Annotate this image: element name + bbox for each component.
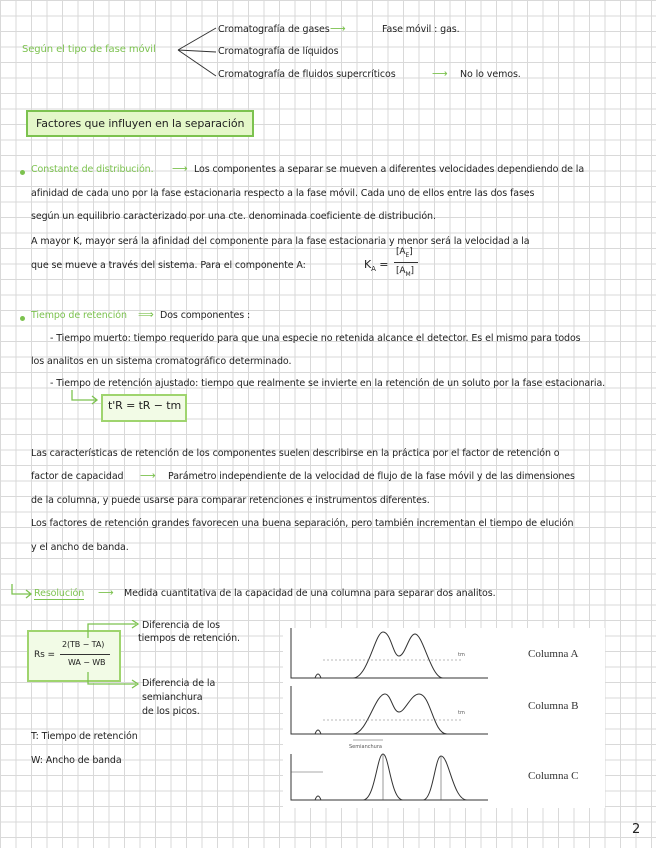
- note-top-1: Diferencia de los: [142, 620, 221, 631]
- chromatogram-a: [291, 628, 488, 678]
- constante-line-3: según un equilibrio caracterizado por una cte. denominada coeficiente de distribución.: [31, 211, 436, 222]
- chromatogram-figure: [283, 628, 605, 808]
- arrow-icon: ⟶: [140, 469, 156, 482]
- constante-line-5: que se mueve a través del sistema. Para el componente A:: [31, 260, 306, 271]
- retencion-formula: t'R = tR − tm: [108, 399, 182, 412]
- branch-supercriticos-note: No lo vemos.: [460, 69, 521, 80]
- rs-label: Rs =: [34, 650, 55, 660]
- retencion-item-1b: los analitos en un sistema cromatográfico determinado.: [31, 356, 292, 367]
- note-bottom-3: de los picos.: [142, 706, 200, 717]
- term-resolucion: Resolución: [34, 588, 85, 599]
- chromatogram-label-b: Columna B: [528, 700, 579, 712]
- branch-liquidos: Cromatografía de líquidos: [218, 46, 339, 57]
- formula-k-den: $[A_M]$: [396, 266, 414, 278]
- branch-gases: Cromatografía de gases: [218, 24, 330, 35]
- note-bottom-1: Diferencia de la: [142, 678, 216, 689]
- paragraph-line-2b: Parámetro independiente de la velocidad de flujo de la fase móvil y de las dimensiones: [168, 471, 575, 482]
- chrom-small-label: Semianchura: [349, 744, 382, 750]
- constante-line-2: afinidad de cada uno por la fase estacionaria respecto a la fase móvil. Cada uno de ellos entre las dos fases: [31, 188, 535, 199]
- page-number: 2: [632, 822, 641, 837]
- arrow-icon: ⟶: [98, 586, 114, 599]
- constante-line-4: A mayor K, mayor será la afinidad del componente para la fase estacionaria y menor será la velocidad a la: [31, 236, 530, 247]
- arrow-icon: ⟹: [138, 308, 154, 321]
- note-top-2: tiempos de retención.: [138, 633, 240, 644]
- paragraph-line-4: Los factores de retención grandes favorecen una buena separación, pero también incrementan el tiempo de elución: [31, 518, 574, 529]
- return-arrow-icon: [10, 584, 34, 600]
- rs-numerator: 2(TB − TA): [62, 640, 105, 649]
- retencion-item-1: - Tiempo muerto: tiempo requerido para que una especie no retenida alcance el detector. Es el mismo para todos: [50, 333, 581, 344]
- bullet-icon: [20, 170, 25, 175]
- chrom-small-label: tm: [458, 710, 465, 716]
- formula-k-num: $[A_E]$: [396, 247, 413, 259]
- legend-w: W: Ancho de banda: [31, 755, 122, 766]
- return-arrow-icon: [70, 390, 100, 406]
- branch-supercriticos: Cromatografía de fluidos supercríticos: [218, 69, 396, 80]
- formula-k: $K_A$ =: [364, 258, 389, 274]
- paragraph-line-2a: factor de capacidad: [31, 471, 124, 482]
- paragraph-line-3: de la columna, y puede usarse para comparar retenciones e instrumentos diferentes.: [31, 495, 430, 506]
- legend-t: T: Tiempo de retención: [31, 731, 138, 742]
- term-retencion: Tiempo de retención: [31, 310, 127, 321]
- rs-denominator: WA − WB: [68, 658, 106, 667]
- arrow-icon: ⟶: [432, 67, 448, 80]
- retencion-item-2: - Tiempo de retención ajustado: tiempo que realmente se invierte en la retención de un soluto por la fase estacionaria.: [50, 378, 606, 389]
- constante-line-1: Los componentes a separar se mueven a diferentes velocidades dependiendo de la: [194, 164, 585, 175]
- arrow-icon: ⟶: [172, 162, 188, 175]
- branch-gases-note: Fase móvil : gas.: [382, 24, 460, 35]
- annotation-connectors: [84, 620, 144, 690]
- paragraph-line-1: Las características de retención de los componentes suelen describirse en la práctica por el factor de retención o: [31, 448, 560, 459]
- retencion-intro: Dos componentes :: [160, 310, 251, 321]
- note-bottom-2: semianchura: [142, 692, 203, 703]
- chromatogram-b: [291, 686, 488, 750]
- fraction-line: [394, 262, 418, 263]
- chromatogram-label-a: Columna A: [528, 648, 579, 660]
- section-title: Factores que influyen en la separación: [26, 110, 254, 137]
- bullet-icon: [20, 316, 25, 321]
- classification-label: Según el tipo de fase móvil: [22, 44, 156, 55]
- chromatogram-c: [291, 754, 488, 800]
- paragraph-line-5: y el ancho de banda.: [31, 542, 129, 553]
- chrom-small-label: tm: [458, 652, 465, 658]
- term-constante: Constante de distribución.: [31, 164, 154, 175]
- chromatogram-label-c: Columna C: [528, 770, 579, 782]
- resolucion-definition: Medida cuantitativa de la capacidad de una columna para separar dos analitos.: [124, 588, 496, 599]
- arrow-icon: ⟶: [330, 22, 346, 35]
